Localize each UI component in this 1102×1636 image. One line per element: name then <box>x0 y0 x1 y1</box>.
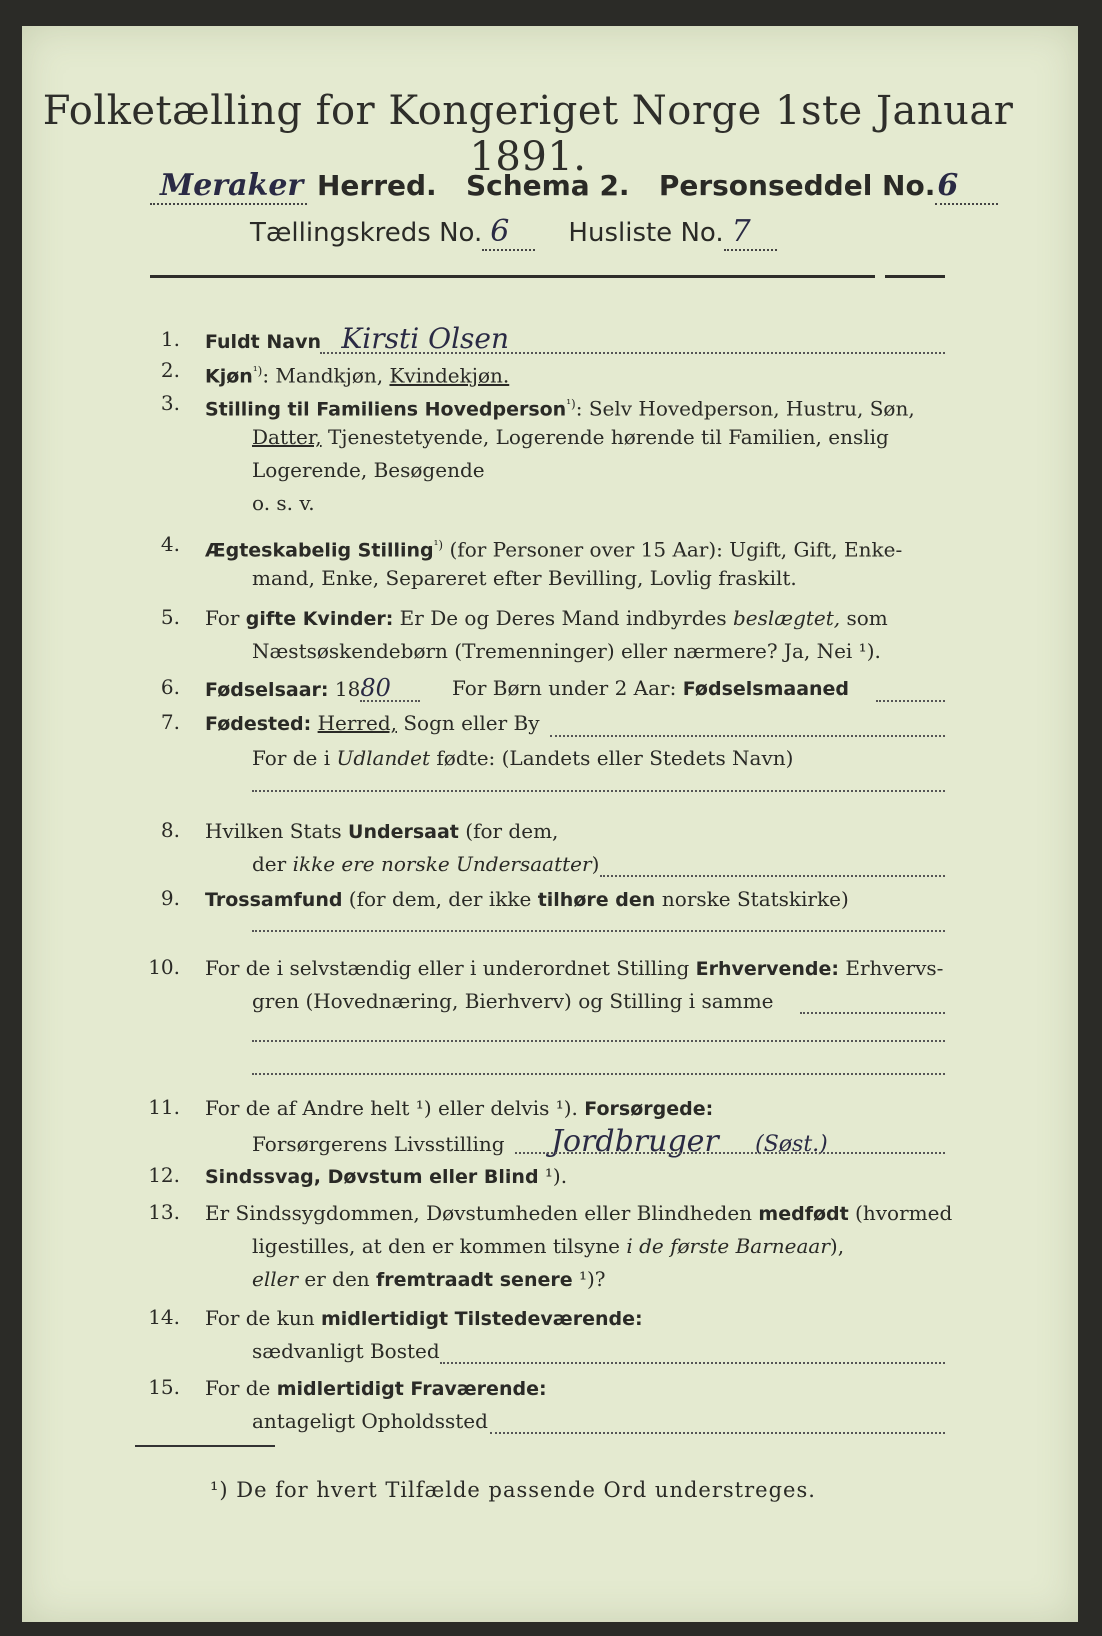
forsorger-livsstilling-value: Jordbruger <box>550 1124 719 1159</box>
item-number-6: 6. <box>160 675 180 699</box>
item-number-2: 2. <box>160 358 180 382</box>
item-5-line2: Næstsøskendebørn (Tremenninger) eller nærmere? Ja, Nei ¹). <box>252 639 881 663</box>
item-3-line4: o. s. v. <box>252 491 315 515</box>
item-9-trossamfund: Trossamfund (for dem, der ikke tilhøre den norske Statskirke) <box>205 887 849 911</box>
item-3-stilling: Stilling til Familiens Hovedperson$^{^1)}$: Selv Hovedperson, Hustru, Søn, <box>205 396 915 421</box>
bosted-line <box>440 1362 945 1364</box>
footnote: ¹) De for hvert Tilfælde passende Ord understreges. <box>210 1478 816 1502</box>
fuldt-navn-line <box>320 352 945 354</box>
erhverv-line-2 <box>252 1040 945 1042</box>
fodselsmaaned-line <box>876 700 945 702</box>
item-5-gifte-kvinder: For gifte Kvinder: Er De og Deres Mand indbyrdes beslægtet, som <box>205 606 888 630</box>
fodested-line <box>550 735 945 737</box>
undersaat-line <box>600 875 945 877</box>
fodselsaar-value: 80 <box>360 674 391 702</box>
kreds-husliste-row <box>250 214 950 251</box>
item-3-line3: Logerende, Besøgende <box>252 458 485 482</box>
item-number-14: 14. <box>148 1305 180 1329</box>
item-number-8: 8. <box>160 818 180 842</box>
item-13-line2: ligestilles, at den er kommen tilsyne i de første Barneaar), <box>252 1234 845 1258</box>
item-1-fuldt-navn: Fuldt Navn Kirsti Olsen <box>205 322 509 355</box>
item-number-15: 15. <box>148 1375 180 1399</box>
item-number-10: 10. <box>148 955 180 979</box>
item-number-3: 3. <box>160 391 180 415</box>
datter-underlined: Datter, <box>252 425 322 449</box>
item-4-line2: mand, Enke, Separeret efter Bevilling, Lovlig fraskilt. <box>252 566 797 590</box>
item-11-line2: Forsørgerens Livsstilling Jordbruger (Søst.) <box>252 1124 828 1159</box>
item-7-fodested: Fødested: Herred, Sogn eller By <box>205 711 540 735</box>
personseddel-label: Personseddel No. <box>658 169 936 202</box>
kvindekjon-underlined: Kvindekjøn. <box>389 363 510 388</box>
opholdssted-line <box>490 1432 945 1434</box>
item-15-fravaerende: For de midlertidigt Fraværende: <box>205 1376 547 1400</box>
item-10-erhverv: For de i selvstændig eller i underordnet Stilling Erhvervende: Erhvervs- <box>205 956 944 980</box>
item-number-9: 9. <box>160 886 180 910</box>
kreds-label: Tællingskreds No. <box>250 218 483 248</box>
header-rule-end <box>885 275 945 278</box>
item-number-11: 11. <box>148 1095 180 1119</box>
herred-underlined: Herred, <box>317 711 397 735</box>
item-10-line2: gren (Hovednæring, Bierhverv) og Stilling i samme <box>252 989 774 1013</box>
item-11-forsorgede: For de af Andre helt ¹) eller delvis ¹). Forsørgede: <box>205 1096 714 1120</box>
footnote-rule <box>135 1445 275 1447</box>
herred-schema-row <box>150 168 1000 205</box>
item-7-line2: For de i Udlandet fødte: (Landets eller Stedets Navn) <box>252 746 794 770</box>
fuldt-navn-value: Kirsti Olsen <box>341 322 509 355</box>
erhverv-line-3 <box>252 1073 945 1075</box>
erhverv-line-1 <box>800 1012 945 1014</box>
item-number-5: 5. <box>160 605 180 629</box>
header-rule <box>150 275 875 278</box>
form-title: Folketælling for Kongeriget Norge 1ste Januar 1891. <box>42 88 1014 180</box>
personseddel-number: 6 <box>937 168 959 203</box>
livsstilling-line <box>515 1152 945 1154</box>
item-number-12: 12. <box>148 1163 180 1187</box>
item-12-sindssvag: Sindssvag, Døvstum eller Blind ¹). <box>205 1164 568 1188</box>
item-3-line2: Datter, Tjenestetyende, Logerende hørende til Familien, enslig <box>252 425 889 449</box>
schema-label: Schema 2. <box>465 169 630 202</box>
husliste-number: 7 <box>731 214 751 249</box>
item-4-aegteskab: Ægteskabelig Stilling$^{^1)}$ (for Personer over 15 Aar): Ugift, Gift, Enke- <box>205 537 903 562</box>
herred-name-handwritten: Meraker <box>160 168 304 203</box>
udlandet-line <box>252 790 945 792</box>
fodselsaar-line <box>360 700 420 702</box>
item-8-line2: der ikke ere norske Undersaatter) <box>252 852 600 876</box>
item-14-tilstede: For de kun midlertidigt Tilstedeværende: <box>205 1306 643 1330</box>
item-6-born: For Børn under 2 Aar: Fødselsmaaned <box>452 676 850 700</box>
kreds-number: 6 <box>490 214 510 249</box>
item-15-line2: antageligt Opholdssted <box>252 1409 488 1433</box>
item-6-fodselsaar: Fødselsaar: 1880 <box>205 674 391 702</box>
trossamfund-line <box>252 930 945 932</box>
item-13-line3: eller er den fremtraadt senere ¹)? <box>252 1267 606 1291</box>
item-number-4: 4. <box>160 532 180 556</box>
item-14-line2: sædvanligt Bosted <box>252 1339 440 1363</box>
item-8-undersaat: Hvilken Stats Undersaat (for dem, <box>205 819 559 843</box>
item-number-1: 1. <box>160 327 180 351</box>
item-2-kjon: Kjøn$^{^1)}$: Mandkjøn, Kvindekjøn. <box>205 363 510 388</box>
herred-label: Herred. <box>316 169 437 202</box>
item-13-medfodt: Er Sindssygdommen, Døvstumheden eller Blindheden medfødt (hvormed <box>205 1201 953 1225</box>
item-number-13: 13. <box>148 1200 180 1224</box>
forsorger-note: (Søst.) <box>755 1132 828 1157</box>
husliste-label: Husliste No. <box>568 218 724 248</box>
item-number-7: 7. <box>160 710 180 734</box>
